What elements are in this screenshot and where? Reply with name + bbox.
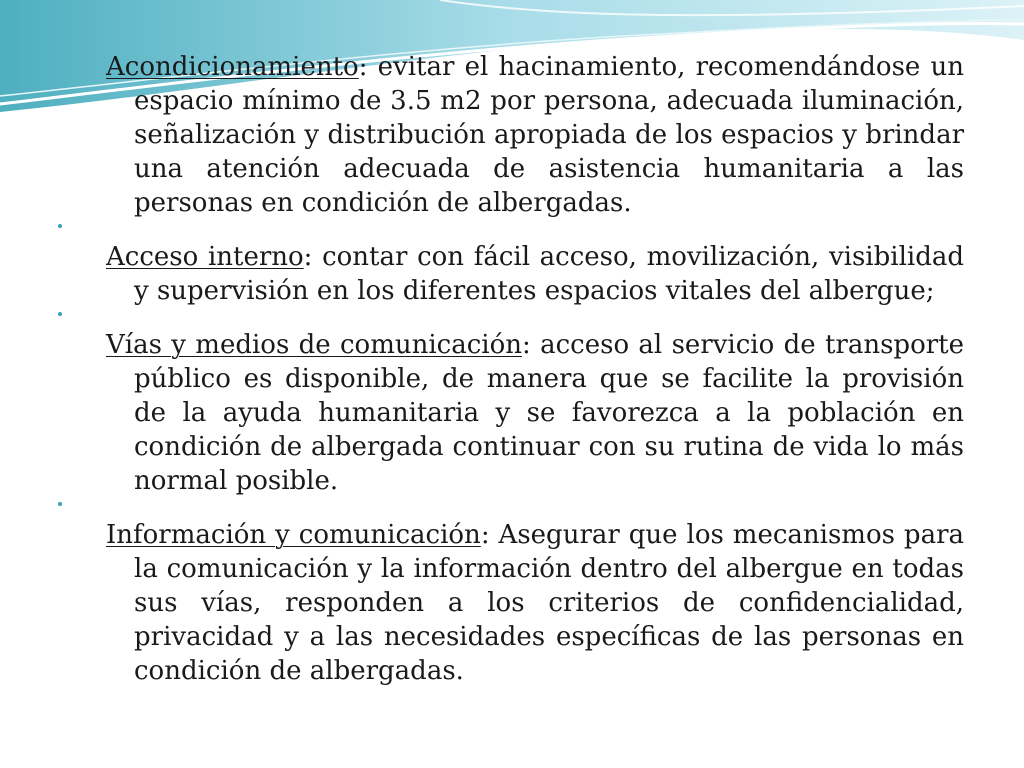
list-item: [106, 240, 964, 308]
list-item: [106, 518, 964, 688]
item-text: : evitar el hacinamiento, recomendándose un espacio mínimo de 3.5 m2 por persona, adecuada iluminación, señalización y distribución apropiada de los espacios y brindar una atención adecuada de asistencia humanitaria a las personas en condición de albergadas.: [134, 52, 964, 218]
item-text: : Asegurar que los mecanismos para la comunicación y la información dentro del albergue en todas sus vías, responden a los criterios de confidencialidad, privacidad y a las necesidades específicas de las personas en condición de albergadas.: [134, 520, 965, 686]
content-body: [106, 50, 964, 688]
bullet-dot-icon: [58, 224, 62, 228]
item-text: : acceso al servicio de transporte público es disponible, de manera que se facilite la provisión de la ayuda humanitaria y se favorezca a la población en condición de albergada continuar con su rutina de vida lo más normal posible.: [134, 330, 964, 496]
list-item: [106, 50, 964, 220]
item-text: : contar con fácil acceso, movilización, visibilidad y supervisión en los diferentes espacios vitales del albergue;: [134, 242, 964, 306]
item-term: Vías y medios de comunicación: [106, 330, 522, 360]
bullet-dot-icon: [58, 502, 62, 506]
bullet-dot-icon: [58, 312, 62, 316]
item-term: Acondicionamiento: [106, 52, 359, 82]
list-gap: [106, 498, 964, 518]
list-gap: [106, 220, 964, 240]
list-item: [106, 328, 964, 498]
item-term: Acceso interno: [106, 242, 304, 272]
item-term: Información y comunicación: [106, 520, 481, 550]
list-gap: [106, 308, 964, 328]
